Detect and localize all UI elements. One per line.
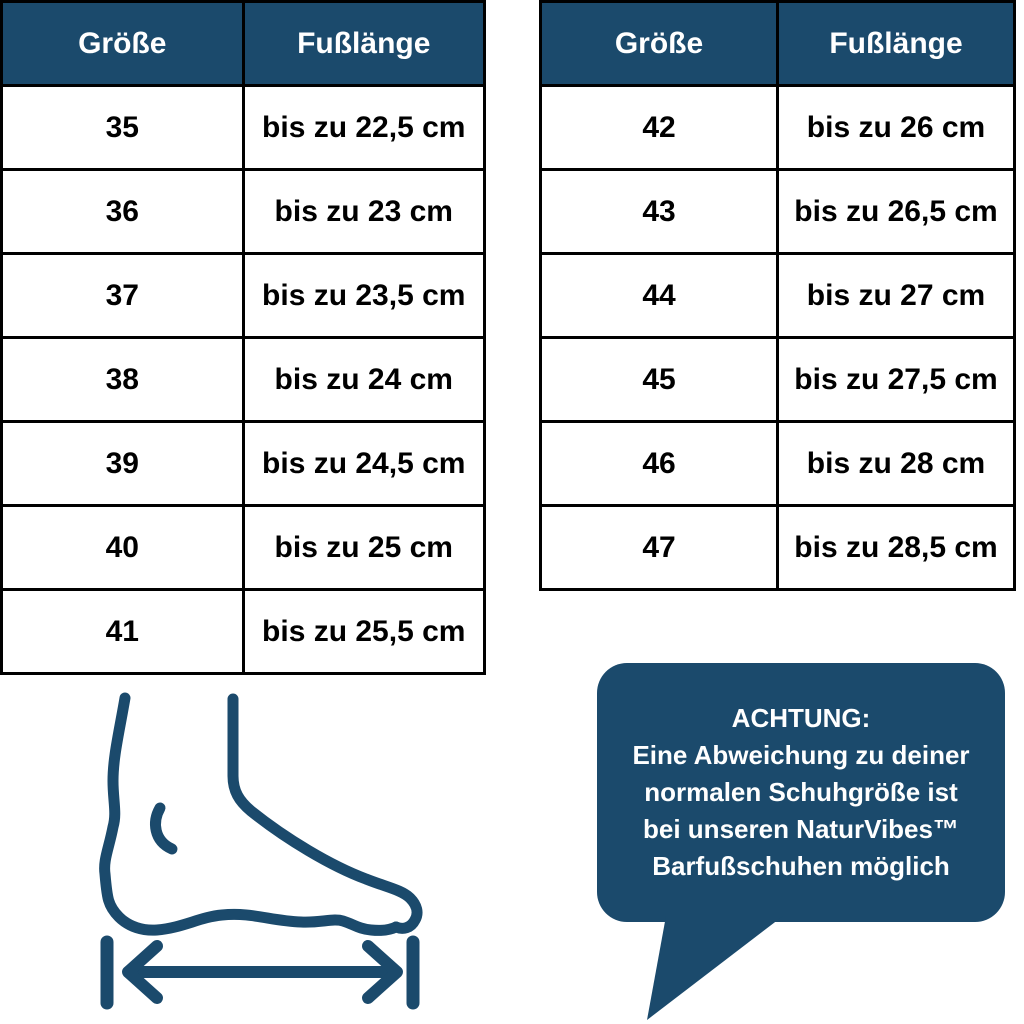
footlength-cell: bis zu 25,5 cm — [243, 590, 485, 674]
callout-line: bei unseren NaturVibes™ — [643, 814, 959, 844]
table-header — [2, 2, 485, 86]
foot-measurement-icon — [85, 688, 430, 1018]
footlength-cell: bis zu 28,5 cm — [778, 506, 1015, 590]
table-row — [2, 422, 485, 506]
size-cell: 47 — [541, 506, 778, 590]
header-row — [541, 2, 1015, 86]
table-body — [541, 86, 1015, 590]
footlength-cell: bis zu 22,5 cm — [243, 86, 485, 170]
table-header — [541, 2, 1015, 86]
table-row — [541, 506, 1015, 590]
foot-outline-top-toe — [233, 699, 417, 928]
footlength-cell: bis zu 28 cm — [778, 422, 1015, 506]
callout-bubble-tail — [597, 915, 817, 1024]
footlength-cell: bis zu 24,5 cm — [243, 422, 485, 506]
table-row — [2, 338, 485, 422]
size-cell: 43 — [541, 170, 778, 254]
size-table-35-41 — [0, 0, 486, 675]
table-row — [541, 86, 1015, 170]
header-row — [2, 2, 485, 86]
table-row — [2, 254, 485, 338]
footlength-cell: bis zu 27 cm — [778, 254, 1015, 338]
footlength-cell: bis zu 26 cm — [778, 86, 1015, 170]
footlength-cell: bis zu 24 cm — [243, 338, 485, 422]
table-row — [2, 590, 485, 674]
footlength-cell: bis zu 23,5 cm — [243, 254, 485, 338]
size-cell: 41 — [2, 590, 244, 674]
size-cell: 40 — [2, 506, 244, 590]
table-row — [2, 86, 485, 170]
table-row — [2, 170, 485, 254]
footlength-cell: bis zu 26,5 cm — [778, 170, 1015, 254]
size-cell: 38 — [2, 338, 244, 422]
footlength-cell: bis zu 25 cm — [243, 506, 485, 590]
size-cell: 44 — [541, 254, 778, 338]
callout-line-title: ACHTUNG: — [731, 703, 871, 733]
size-cell: 42 — [541, 86, 778, 170]
footlength-cell: bis zu 27,5 cm — [778, 338, 1015, 422]
size-table-42-47 — [539, 0, 1016, 591]
table-row — [541, 254, 1015, 338]
table-row — [541, 338, 1015, 422]
table-row — [541, 422, 1015, 506]
column-header-size: Größe — [2, 2, 244, 86]
table-body — [2, 86, 485, 674]
size-cell: 39 — [2, 422, 244, 506]
callout-line: normalen Schuhgröße ist — [644, 777, 958, 807]
column-header-size: Größe — [541, 2, 778, 86]
table-row — [2, 506, 485, 590]
ankle-detail — [156, 808, 172, 849]
size-cell: 36 — [2, 170, 244, 254]
size-cell: 45 — [541, 338, 778, 422]
footlength-cell: bis zu 23 cm — [243, 170, 485, 254]
size-cell: 46 — [541, 422, 778, 506]
callout-bubble — [597, 663, 1005, 922]
size-cell: 35 — [2, 86, 244, 170]
table-row — [541, 170, 1015, 254]
callout-line: Barfußschuhen möglich — [652, 851, 950, 881]
column-header-footlength: Fußlänge — [778, 2, 1015, 86]
size-cell: 37 — [2, 254, 244, 338]
column-header-footlength: Fußlänge — [243, 2, 485, 86]
callout-line: Eine Abweichung zu deiner — [632, 740, 970, 770]
